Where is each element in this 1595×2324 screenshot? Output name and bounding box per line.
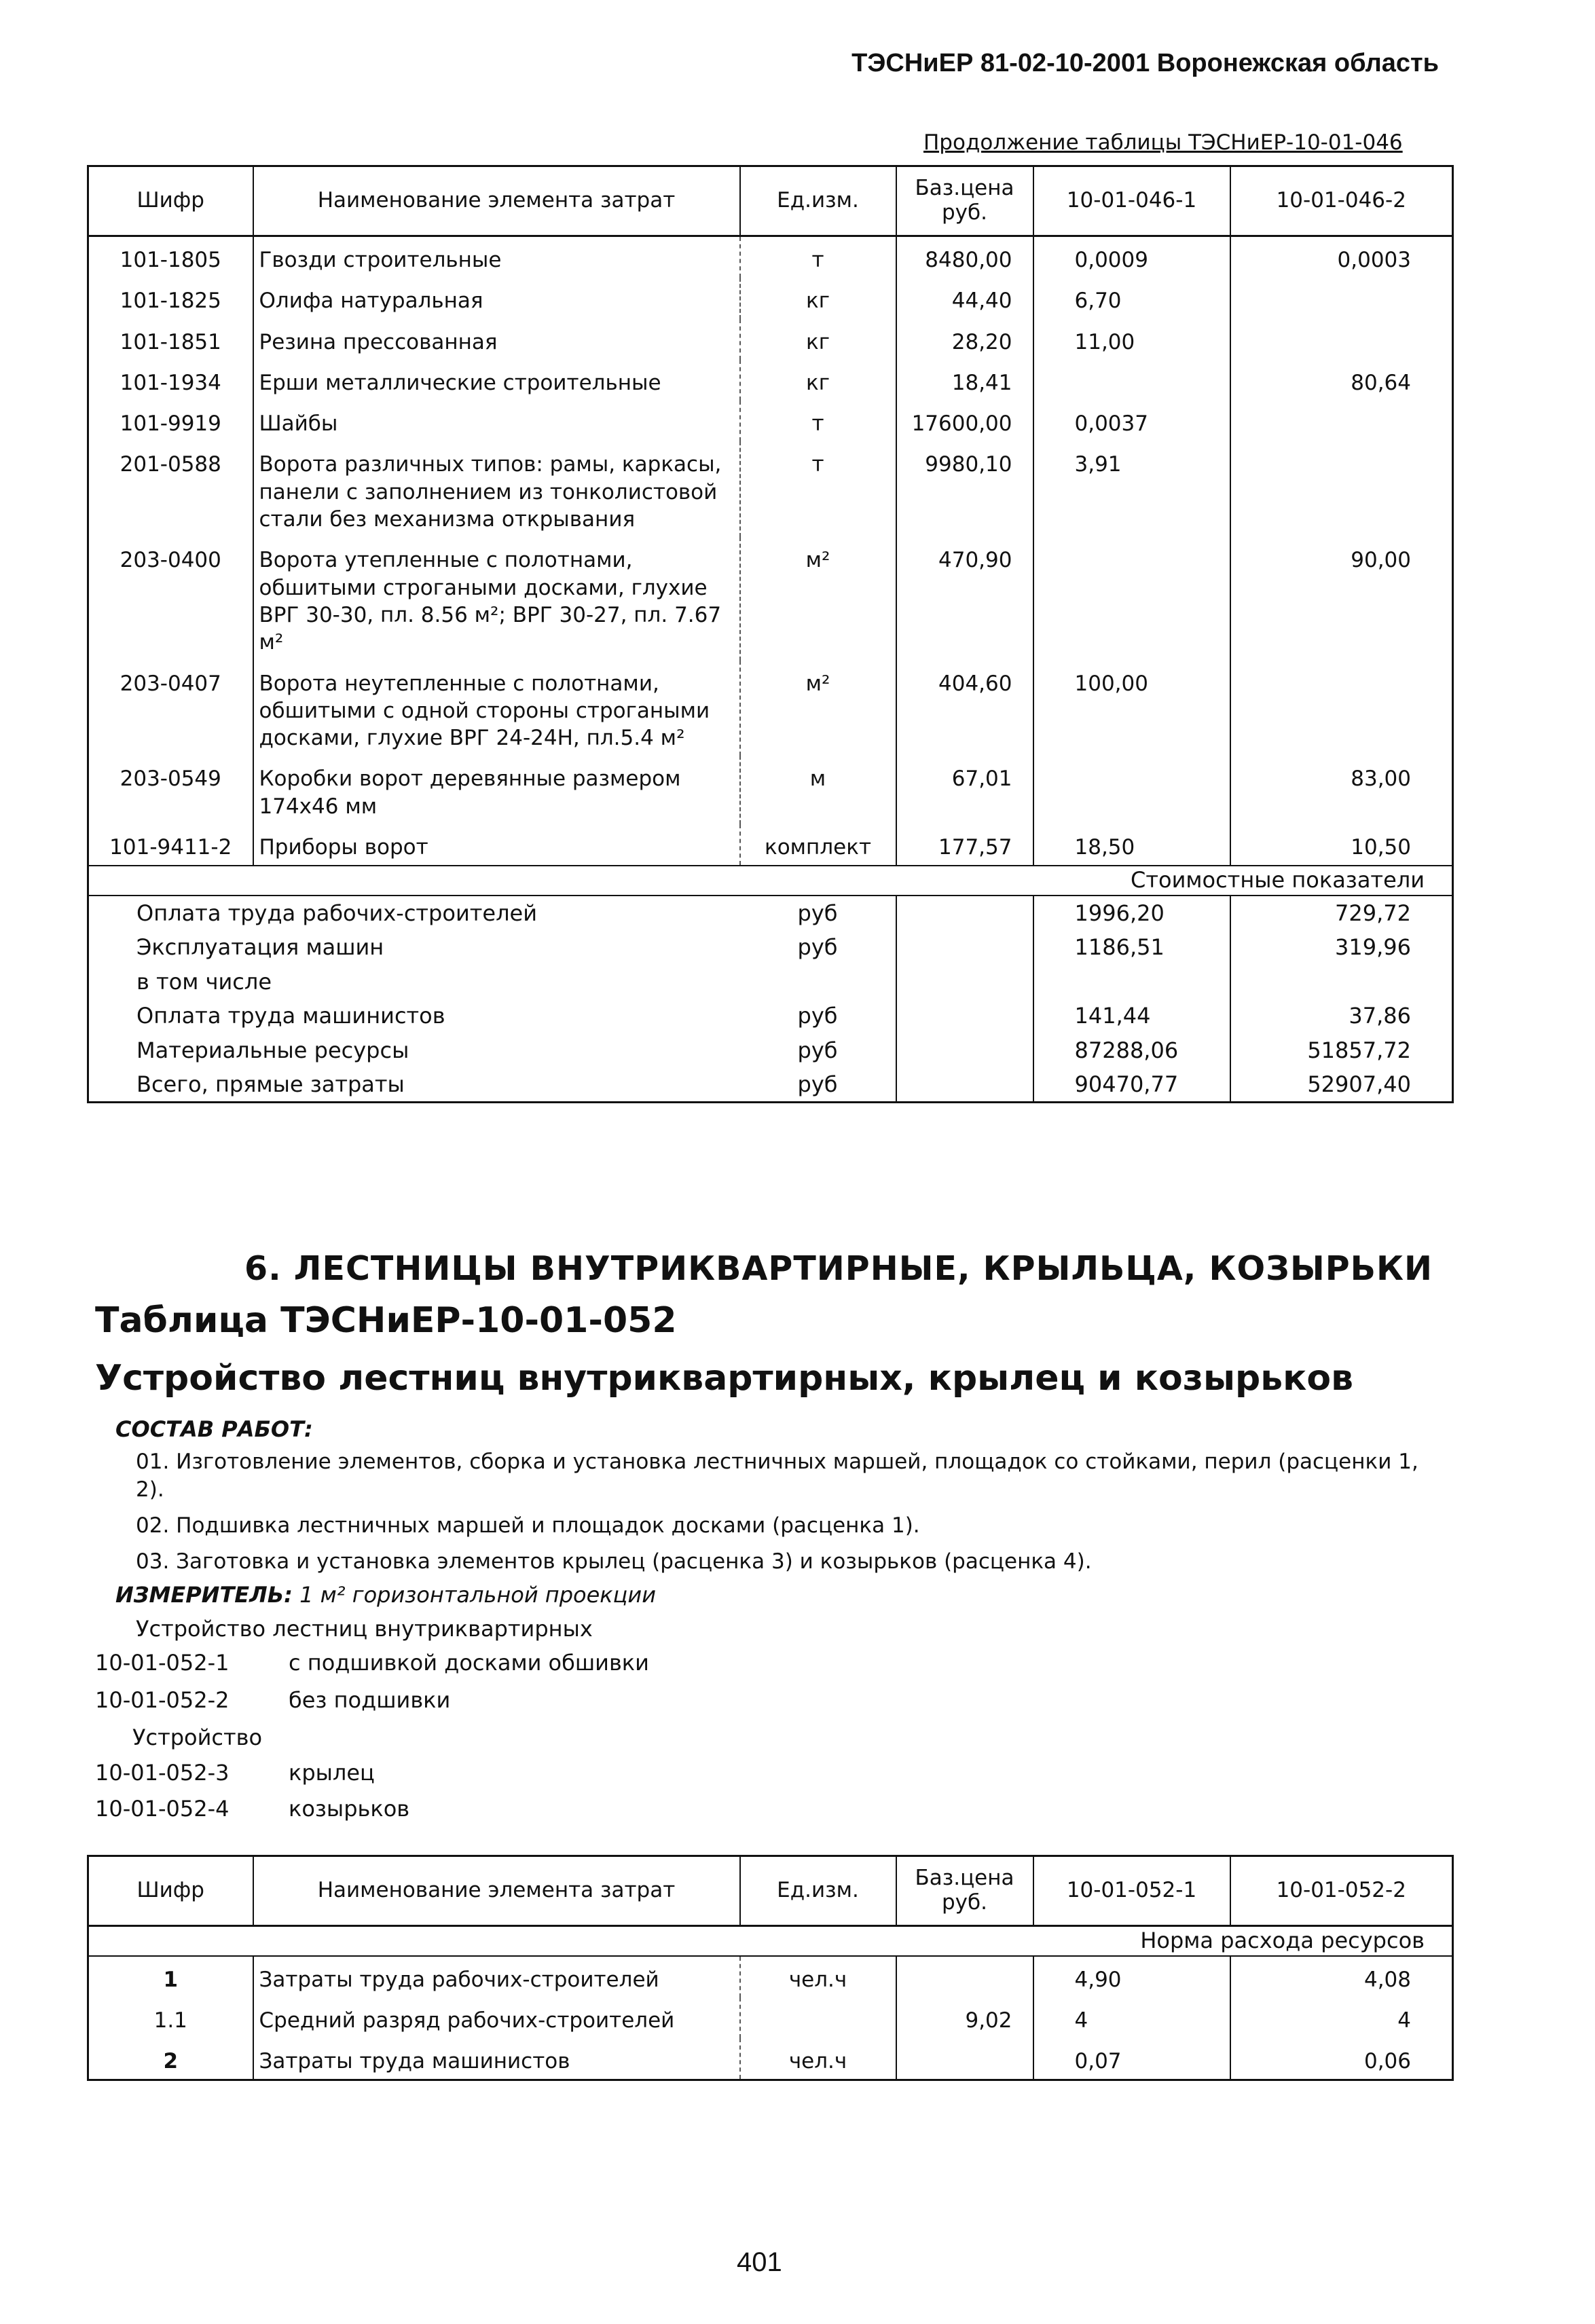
resource-unit: кг: [740, 278, 896, 318]
resource-unit: м²: [740, 537, 896, 660]
table-row: [88, 441, 1453, 537]
cost-unit: руб: [740, 1033, 896, 1067]
resource-table-052: [87, 1855, 1454, 2081]
resource-name: Олифа натуральная: [253, 278, 740, 318]
column-header: Баз.цена руб.: [896, 1856, 1033, 1926]
table-row: [88, 236, 1453, 278]
empty-cell: [896, 1033, 1033, 1067]
rate-value-1: [1033, 537, 1230, 660]
empty-cell: [896, 1067, 1033, 1103]
resource-code: 101-1934: [88, 360, 253, 401]
meter-line: [115, 1582, 656, 1608]
cost-value-1: 87288,06: [1033, 1033, 1230, 1067]
empty-cell: [896, 999, 1033, 1033]
resource-name: Ворота утепленные с полотнами, обшитыми строгаными досками, глухие ВРГ 30-30, пл. 8.56 м²; ВРГ 30-27, пл. 7.67 м²: [253, 537, 740, 660]
cost-value-2: 51857,72: [1307, 1037, 1411, 1063]
code-entry: [95, 1796, 409, 1822]
column-header: 10-01-052-1: [1033, 1856, 1230, 1926]
resource-name: Приборы ворот: [253, 824, 740, 866]
section-label: Стоимостные показатели: [88, 866, 1453, 896]
resource-code: 203-0400: [88, 537, 253, 660]
cost-value-2: 319,96: [1335, 934, 1411, 961]
group-heading: Устройство лестниц внутриквартирных: [136, 1616, 593, 1642]
cost-value-1: 90470,77: [1033, 1067, 1230, 1103]
empty-cell: [896, 896, 1033, 930]
base-price: 177,57: [896, 824, 1033, 866]
cost-row: [88, 965, 1453, 999]
table-header-row: [88, 166, 1453, 236]
resource-unit: кг: [740, 319, 896, 360]
rate-value-1: 18,50: [1033, 824, 1230, 866]
cost-row: [88, 930, 1453, 964]
composition-item: 01. Изготовление элементов, сборка и установка лестничных маршей, площадок со стойками, перил (расценки 1, 2).: [136, 1450, 1418, 1502]
cost-unit: руб: [740, 930, 896, 964]
cost-value-2: 37,86: [1349, 1003, 1411, 1029]
rate-value-1: 0,07: [1033, 2038, 1230, 2080]
column-header: Наименование элемента затрат: [253, 166, 740, 236]
table-title: Таблица ТЭСНиЕР-10-01-052: [95, 1300, 677, 1341]
table-row: [88, 1997, 1453, 2038]
resource-unit: м²: [740, 661, 896, 756]
column-header: 10-01-046-2: [1230, 166, 1453, 236]
base-price: 67,01: [896, 756, 1033, 824]
rate-code: 10-01-052-1: [95, 1650, 230, 1676]
resource-name: Ерши металлические строительные: [253, 360, 740, 401]
rate-value-2: 80,64: [1351, 370, 1411, 395]
resource-code: 101-1825: [88, 278, 253, 318]
empty-cell: [896, 930, 1033, 964]
base-price: [896, 1956, 1033, 1997]
cost-row: [88, 1033, 1453, 1067]
cost-value-2: 52907,40: [1307, 1071, 1411, 1097]
table-row: [88, 1956, 1453, 1997]
rate-description: крылец: [289, 1760, 375, 1786]
table-row: [88, 537, 1453, 660]
page-header: ТЭСНиЕР 81-02-10-2001 Воронежская область: [851, 49, 1439, 77]
table-row: [88, 401, 1453, 441]
resource-code: 2: [88, 2038, 253, 2080]
cost-row: [88, 999, 1453, 1033]
composition-item: 02. Подшивка лестничных маршей и площадок досками (расценка 1).: [136, 1513, 920, 1538]
rate-code: 10-01-052-4: [95, 1796, 230, 1822]
column-header: Наименование элемента затрат: [253, 1856, 740, 1926]
rate-value-1: 0,0037: [1033, 401, 1230, 441]
resource-table-046: [87, 165, 1454, 1103]
rate-value-2: 10,50: [1351, 835, 1411, 860]
base-price: 17600,00: [896, 401, 1033, 441]
rate-value-1: 3,91: [1033, 441, 1230, 537]
resource-name: Затраты труда машинистов: [253, 2038, 740, 2080]
cost-name: Эксплуатация машин: [136, 934, 384, 961]
resource-unit: чел.ч: [740, 2038, 896, 2080]
resource-unit: м: [740, 756, 896, 824]
table-row: [88, 278, 1453, 318]
rate-value-1: [1033, 360, 1230, 401]
empty-cell: [896, 965, 1033, 999]
resource-name: Ворота различных типов: рамы, каркасы, панели с заполнением из тонколистовой стали без механизма открывания: [253, 441, 740, 537]
resource-unit: [740, 1997, 896, 2038]
base-price: 8480,00: [896, 236, 1033, 278]
cost-unit: руб: [740, 1067, 896, 1103]
resource-code: 101-1805: [88, 236, 253, 278]
rate-value-2: [1230, 661, 1453, 756]
cost-name: Материальные ресурсы: [136, 1037, 409, 1063]
resource-code: 1: [88, 1956, 253, 1997]
code-entry: [95, 1650, 649, 1676]
cost-row: [88, 1067, 1453, 1103]
resource-unit: комплект: [740, 824, 896, 866]
table-row: [88, 319, 1453, 360]
rate-value-1: 6,70: [1033, 278, 1230, 318]
section-row: [88, 1926, 1453, 1956]
rate-value-1: 4,90: [1033, 1956, 1230, 1997]
resource-name: Ворота неутепленные с полотнами, обшитыми с одной стороны строгаными досками, глухие ВРГ 24-24Н, пл.5.4 м²: [253, 661, 740, 756]
table-row: [88, 661, 1453, 756]
rate-code: 10-01-052-3: [95, 1760, 230, 1786]
cost-name: в том числе: [136, 968, 272, 995]
base-price: 18,41: [896, 360, 1033, 401]
base-price: 470,90: [896, 537, 1033, 660]
composition-list: [136, 1448, 1426, 1584]
rate-value-2: 4,08: [1363, 1967, 1411, 1992]
section-row: [88, 866, 1453, 896]
rate-value-2: 0,06: [1363, 2049, 1411, 2074]
composition-item: 03. Заготовка и установка элементов крылец (расценка 3) и козырьков (расценка 4).: [136, 1549, 1092, 1574]
table-row: [88, 360, 1453, 401]
cost-value-1: 1996,20: [1033, 896, 1230, 930]
column-header: Шифр: [88, 166, 253, 236]
base-price: 9,02: [896, 1997, 1033, 2038]
meter-value: 1 м² горизонтальной проекции: [299, 1582, 656, 1608]
rate-description: козырьков: [289, 1796, 410, 1822]
cost-name: Оплата труда рабочих-строителей: [136, 900, 537, 926]
rate-value-2: [1230, 278, 1453, 318]
page-number: 401: [737, 2247, 782, 2277]
table-row: [88, 824, 1453, 866]
table-header-row: [88, 1856, 1453, 1926]
base-price: 44,40: [896, 278, 1033, 318]
rate-value-2: 90,00: [1351, 548, 1411, 573]
column-header: 10-01-052-2: [1230, 1856, 1453, 1926]
rate-value-1: 100,00: [1033, 661, 1230, 756]
cost-value-2: [1230, 965, 1453, 999]
resource-unit: т: [740, 236, 896, 278]
rate-value-2: 0,0003: [1337, 248, 1411, 272]
cost-unit: руб: [740, 896, 896, 930]
resource-unit: кг: [740, 360, 896, 401]
resource-code: 1.1: [88, 1997, 253, 2038]
table-row: [88, 2038, 1453, 2080]
resource-name: Средний разряд рабочих-строителей: [253, 1997, 740, 2038]
base-price: [896, 2038, 1033, 2080]
cost-value-2: 729,72: [1335, 900, 1411, 926]
column-header: Шифр: [88, 1856, 253, 1926]
composition-label: СОСТАВ РАБОТ:: [115, 1416, 313, 1442]
resource-unit: чел.ч: [740, 1956, 896, 1997]
cost-value-1: 141,44: [1033, 999, 1230, 1033]
cost-value-1: [1033, 965, 1230, 999]
base-price: 9980,10: [896, 441, 1033, 537]
rate-value-1: 4: [1033, 1997, 1230, 2038]
resource-code: 203-0549: [88, 756, 253, 824]
resource-name: Гвозди строительные: [253, 236, 740, 278]
table-subtitle: Устройство лестниц внутриквартирных, крылец и козырьков: [95, 1358, 1354, 1399]
resource-code: 201-0588: [88, 441, 253, 537]
rate-value-1: 11,00: [1033, 319, 1230, 360]
code-entry: [95, 1687, 450, 1713]
column-header: Баз.цена руб.: [896, 166, 1033, 236]
cost-value-1: 1186,51: [1033, 930, 1230, 964]
rate-value-2: 83,00: [1351, 767, 1411, 792]
resource-unit: т: [740, 401, 896, 441]
rate-value-2: [1230, 401, 1453, 441]
rate-code: 10-01-052-2: [95, 1687, 230, 1713]
resource-name: Шайбы: [253, 401, 740, 441]
cost-name: Оплата труда машинистов: [136, 1003, 445, 1029]
column-header: Ед.изм.: [740, 1856, 896, 1926]
code-entry: [95, 1760, 375, 1786]
base-price: 404,60: [896, 661, 1033, 756]
column-header: 10-01-046-1: [1033, 166, 1230, 236]
resource-name: Коробки ворот деревянные размером 174х46 мм: [253, 756, 740, 824]
cost-name: Всего, прямые затраты: [136, 1071, 405, 1097]
table-row: [88, 756, 1453, 824]
resource-name: Резина прессованная: [253, 319, 740, 360]
cost-unit: [740, 965, 896, 999]
section-label: Норма расхода ресурсов: [88, 1926, 1453, 1956]
rate-value-1: 0,0009: [1033, 236, 1230, 278]
base-price: 28,20: [896, 319, 1033, 360]
resource-code: 101-9919: [88, 401, 253, 441]
cost-row: [88, 896, 1453, 930]
rate-value-2: 4: [1397, 2008, 1411, 2033]
resource-name: Затраты труда рабочих-строителей: [253, 1956, 740, 1997]
resource-unit: т: [740, 441, 896, 537]
resource-code: 101-9411-2: [88, 824, 253, 866]
table-continuation-label: Продолжение таблицы ТЭСНиЕР-10-01-046: [923, 130, 1403, 155]
resource-code: 203-0407: [88, 661, 253, 756]
rate-value-1: [1033, 756, 1230, 824]
rate-value-2: [1230, 441, 1453, 537]
group-heading: Устройство: [132, 1724, 263, 1750]
rate-description: с подшивкой досками обшивки: [289, 1650, 649, 1676]
cost-unit: руб: [740, 999, 896, 1033]
column-header: Ед.изм.: [740, 166, 896, 236]
resource-code: 101-1851: [88, 319, 253, 360]
rate-value-2: [1230, 319, 1453, 360]
meter-label: ИЗМЕРИТЕЛЬ:: [115, 1582, 293, 1608]
section-title: 6. ЛЕСТНИЦЫ ВНУТРИКВАРТИРНЫЕ, КРЫЛЬЦА, КОЗЫРЬКИ: [244, 1249, 1433, 1288]
rate-description: без подшивки: [289, 1687, 451, 1713]
